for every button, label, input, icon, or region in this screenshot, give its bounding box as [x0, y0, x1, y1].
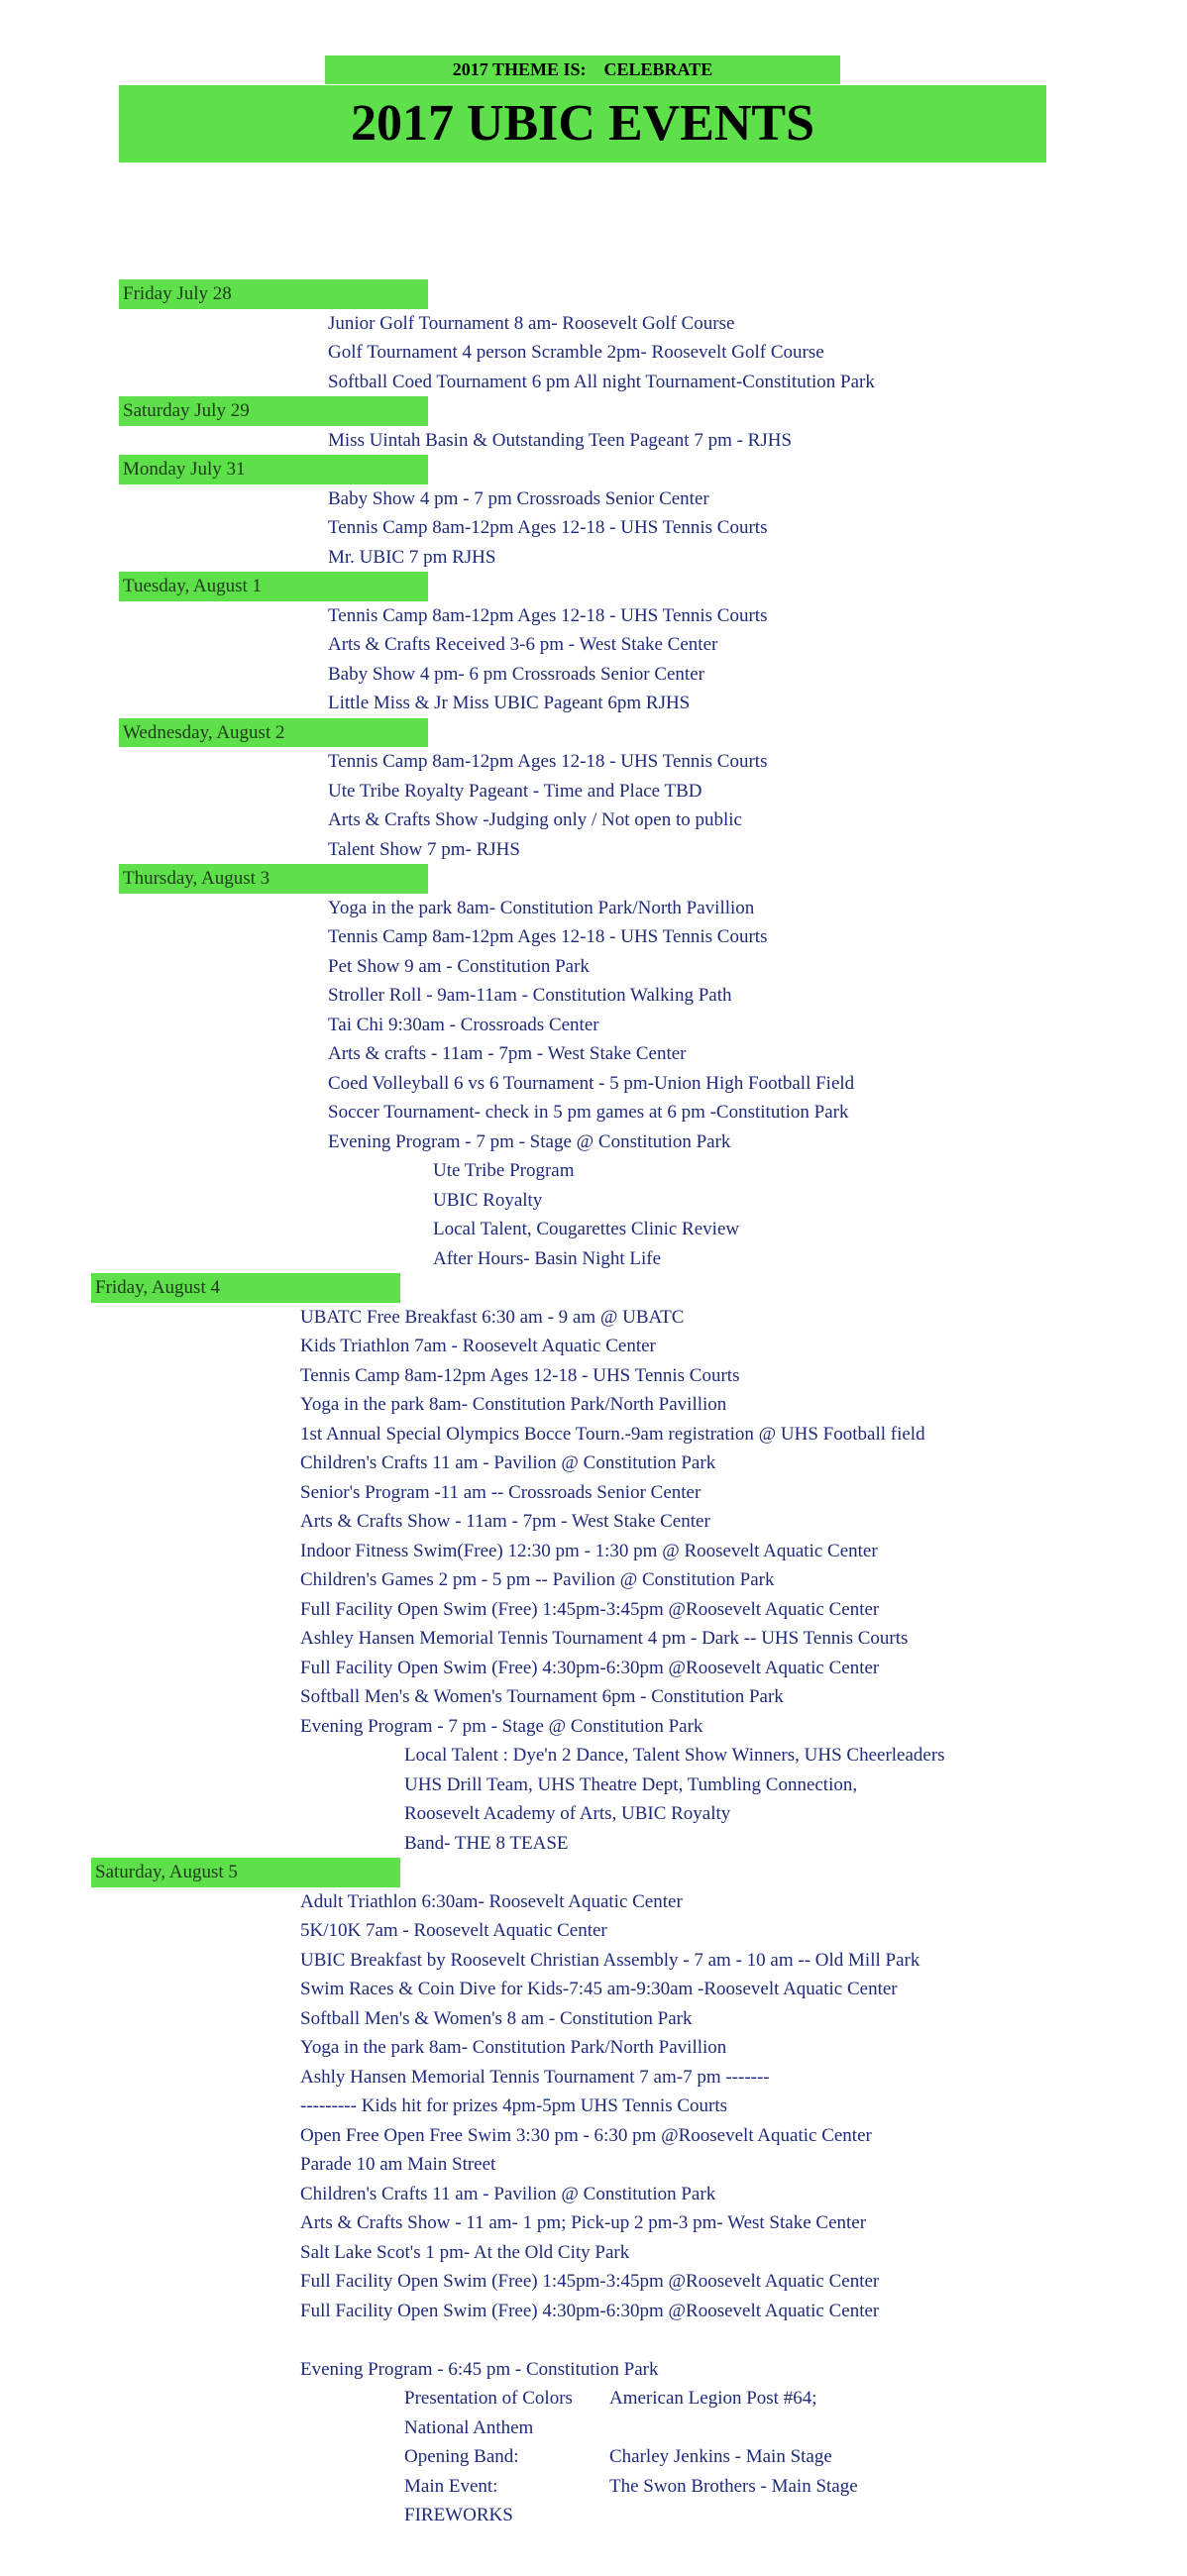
event-item: Kids Triathlon 7am - Roosevelt Aquatic Center [300, 1336, 656, 1356]
event-item: UBIC Breakfast by Roosevelt Christian Assembly - 7 am - 10 am -- Old Mill Park [300, 1949, 920, 1971]
event-item: Open Free Open Free Swim 3:30 pm - 6:30 pm @Roosevelt Aquatic Center [300, 2124, 872, 2146]
event-item: Baby Show 4 pm - 7 pm Crossroads Senior Center [328, 487, 709, 509]
event-item: Baby Show 4 pm- 6 pm Crossroads Senior Center [328, 663, 704, 685]
day-header: Friday, August 4 [91, 1273, 400, 1303]
day-header: Wednesday, August 2 [119, 718, 428, 748]
event-item: Golf Tournament 4 person Scramble 2pm- Roosevelt Golf Course [328, 342, 824, 363]
event-item: Full Facility Open Swim (Free) 1:45pm-3:45pm @Roosevelt Aquatic Center [300, 1598, 880, 1620]
event-item: Ashly Hansen Memorial Tennis Tournament 7 am-7 pm ------- [300, 2066, 770, 2088]
event-item: Indoor Fitness Swim(Free) 12:30 pm - 1:30 pm @ Roosevelt Aquatic Center [300, 1540, 878, 1561]
event-item: Little Miss & Jr Miss UBIC Pageant 6pm RJHS [328, 693, 691, 713]
event-item: Evening Program - 6:45 pm - Constitution Park [300, 2358, 659, 2380]
event-item: Tai Chi 9:30am - Crossroads Center [328, 1014, 599, 1035]
event-item: Arts & Crafts Show -Judging only / Not open to public [328, 809, 742, 830]
program-item-name: FIREWORKS [404, 2505, 513, 2525]
program-item: Band- THE 8 TEASE [404, 1832, 569, 1854]
program-item [0, 2442, 1187, 2472]
event-item: Full Facility Open Swim (Free) 4:30pm-6:30pm @Roosevelt Aquatic Center [300, 2300, 880, 2321]
event-item: Evening Program - 7 pm - Stage @ Constitution Park [328, 1130, 731, 1152]
event-item: Arts & Crafts Received 3-6 pm - West Stake Center [328, 634, 718, 655]
event-item: Coed Volleyball 6 vs 6 Tournament - 5 pm-Union High Football Field [328, 1072, 855, 1094]
day-header: Tuesday, August 1 [119, 572, 428, 601]
event-item: Adult Triathlon 6:30am- Roosevelt Aquatic Center [300, 1890, 683, 1912]
day-header: Thursday, August 3 [119, 864, 428, 894]
event-item: Arts & Crafts Show - 11am - 7pm - West Stake Center [300, 1511, 710, 1532]
event-item: Yoga in the park 8am- Constitution Park/North Pavillion [300, 2037, 727, 2058]
page-title: 2017 UBIC EVENTS [119, 85, 1046, 162]
program-item: Local Talent : Dye'n 2 Dance, Talent Show Winners, UHS Cheerleaders [404, 1745, 945, 1766]
program-item-name: Opening Band: [404, 2446, 519, 2467]
day-header: Saturday, August 5 [91, 1858, 400, 1887]
program-item: Roosevelt Academy of Arts, UBIC Royalty [404, 1803, 731, 1824]
event-item: Full Facility Open Swim (Free) 4:30pm-6:30pm @Roosevelt Aquatic Center [300, 1657, 880, 1678]
event-item: Children's Crafts 11 am - Pavilion @ Constitution Park [300, 2183, 716, 2204]
event-item: Ute Tribe Royalty Pageant - Time and Place TBD [328, 780, 702, 802]
program-item [0, 2384, 1187, 2414]
event-item: Full Facility Open Swim (Free) 1:45pm-3:45pm @Roosevelt Aquatic Center [300, 2271, 880, 2292]
day-header: Saturday July 29 [119, 396, 428, 426]
event-schedule [0, 279, 1187, 2530]
program-item: Ute Tribe Program [433, 1160, 575, 1181]
event-item: Parade 10 am Main Street [300, 2154, 496, 2175]
program-item-name: Presentation of Colors [404, 2388, 573, 2409]
event-item: Yoga in the park 8am- Constitution Park/North Pavillion [328, 897, 755, 918]
program-item [0, 2472, 1187, 2502]
theme-value: CELEBRATE [603, 59, 713, 79]
program-item-detail: The Swon Brothers - Main Stage [609, 2475, 858, 2497]
event-item: --------- Kids hit for prizes 4pm-5pm UHS Tennis Courts [300, 2095, 728, 2116]
program-item: UHS Drill Team, UHS Theatre Dept, Tumbling Connection, [404, 1773, 858, 1795]
spacer [0, 2325, 1187, 2355]
event-item: Tennis Camp 8am-12pm Ages 12-18 - UHS Tennis Courts [328, 926, 768, 947]
event-item: Tennis Camp 8am-12pm Ages 12-18 - UHS Tennis Courts [328, 604, 768, 626]
event-item: Evening Program - 7 pm - Stage @ Constitution Park [300, 1715, 703, 1737]
event-item: Miss Uintah Basin & Outstanding Teen Pageant 7 pm - RJHS [328, 429, 793, 451]
event-item: Children's Games 2 pm - 5 pm -- Pavilion @ Constitution Park [300, 1569, 775, 1590]
program-item [0, 2501, 1187, 2530]
program-item [0, 2414, 1187, 2443]
event-item: Soccer Tournament- check in 5 pm games at 6 pm -Constitution Park [328, 1102, 849, 1123]
theme-banner [325, 55, 840, 84]
event-item: Swim Races & Coin Dive for Kids-7:45 am-9:30am -Roosevelt Aquatic Center [300, 1979, 898, 1999]
event-item: Pet Show 9 am - Constitution Park [328, 955, 590, 977]
event-item: Junior Golf Tournament 8 am- Roosevelt Golf Course [328, 312, 735, 334]
program-item: UBIC Royalty [433, 1189, 543, 1211]
event-item: 5K/10K 7am - Roosevelt Aquatic Center [300, 1920, 607, 1941]
event-item: Tennis Camp 8am-12pm Ages 12-18 - UHS Tennis Courts [300, 1364, 740, 1386]
event-item: UBATC Free Breakfast 6:30 am - 9 am @ UBATC [300, 1306, 685, 1328]
program-item: Local Talent, Cougarettes Clinic Review [433, 1219, 740, 1239]
event-item: Softball Coed Tournament 6 pm All night Tournament-Constitution Park [328, 371, 875, 392]
program-item-detail: Charley Jenkins - Main Stage [609, 2446, 832, 2467]
program-item-name: National Anthem [404, 2416, 534, 2438]
event-item: Tennis Camp 8am-12pm Ages 12-18 - UHS Tennis Courts [328, 517, 768, 538]
day-header: Friday July 28 [119, 279, 428, 309]
event-item: Arts & Crafts Show - 11 am- 1 pm; Pick-up 2 pm-3 pm- West Stake Center [300, 2212, 867, 2233]
event-item: Ashley Hansen Memorial Tennis Tournament 4 pm - Dark -- UHS Tennis Courts [300, 1628, 909, 1649]
day-header: Monday July 31 [119, 455, 428, 484]
event-item: Arts & crafts - 11am - 7pm - West Stake Center [328, 1043, 687, 1064]
event-item: Softball Men's & Women's 8 am - Constitution Park [300, 2007, 693, 2029]
event-item: Children's Crafts 11 am - Pavilion @ Constitution Park [300, 1452, 716, 1473]
program-item-name: Main Event: [404, 2475, 498, 2497]
event-item: Salt Lake Scot's 1 pm- At the Old City Park [300, 2241, 630, 2263]
event-item: Mr. UBIC 7 pm RJHS [328, 546, 496, 568]
event-item: Stroller Roll - 9am-11am - Constitution Walking Path [328, 985, 732, 1006]
event-item: 1st Annual Special Olympics Bocce Tourn.-9am registration @ UHS Football field [300, 1423, 925, 1445]
event-item: Senior's Program -11 am -- Crossroads Senior Center [300, 1481, 701, 1503]
theme-label: 2017 THEME IS: [452, 59, 587, 79]
program-item: After Hours- Basin Night Life [433, 1247, 662, 1269]
event-item: Softball Men's & Women's Tournament 6pm - Constitution Park [300, 1686, 784, 1707]
program-item-detail: American Legion Post #64; [609, 2388, 817, 2409]
event-item: Talent Show 7 pm- RJHS [328, 838, 520, 860]
event-item: Tennis Camp 8am-12pm Ages 12-18 - UHS Tennis Courts [328, 751, 768, 772]
event-item: Yoga in the park 8am- Constitution Park/North Pavillion [300, 1394, 727, 1415]
